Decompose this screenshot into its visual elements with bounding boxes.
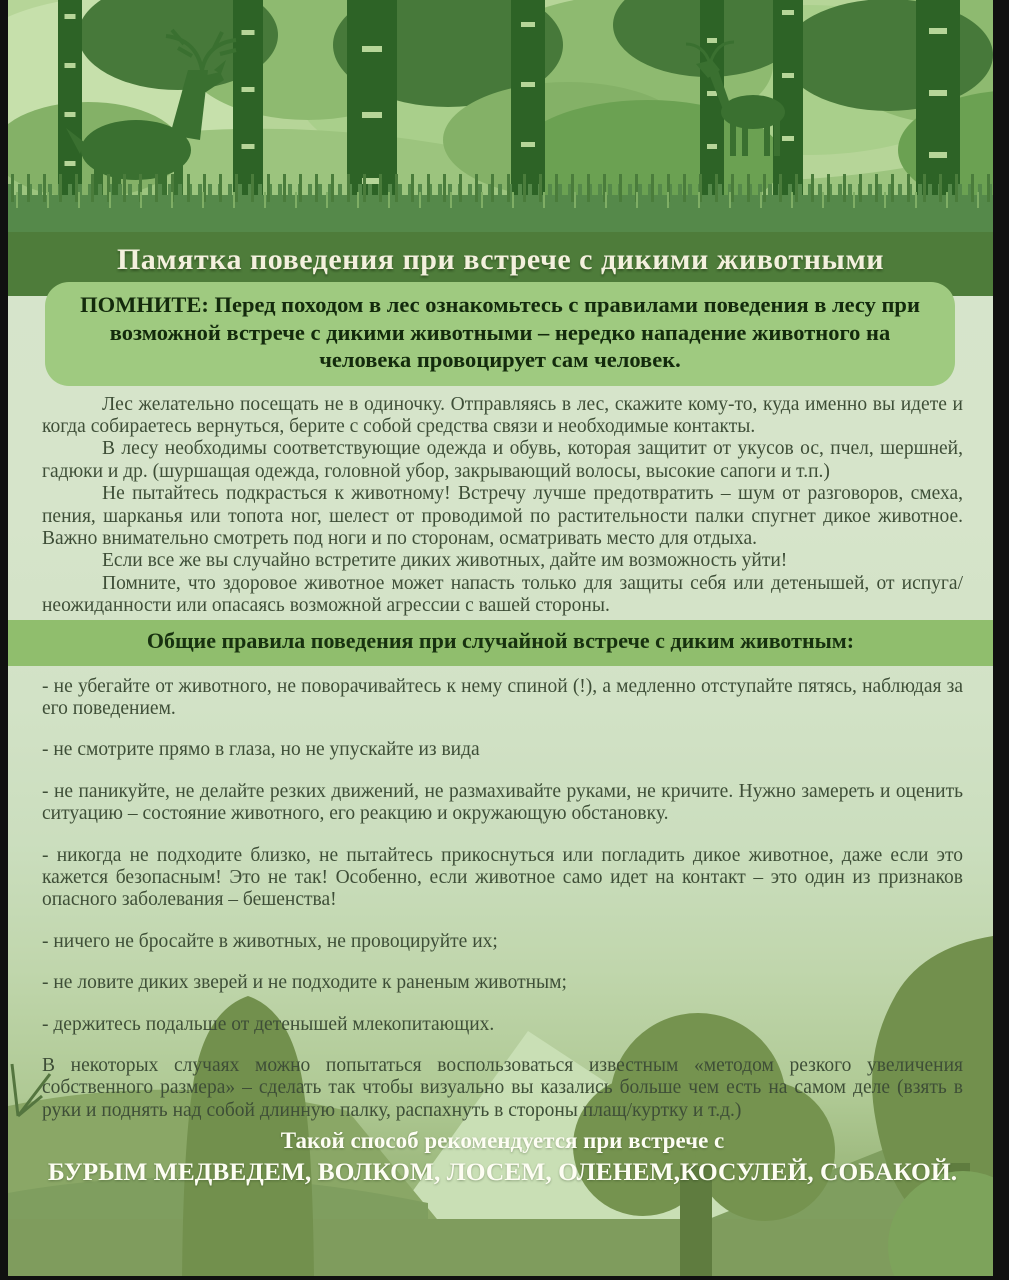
intro-paragraph: В лесу необходимы соответствующие одежда и обувь, которая защитит от укусов ос, пчел, шершней, гадюки и др. (шуршащая одежда, головной убор, закрывающий волосы, высокие сапоги и т.п.) — [42, 438, 963, 482]
rule-item: - не паникуйте, не делайте резких движений, не размахивайте руками, не кричите. Нужно замереть и оценить ситуацию – состояние животного, его реакцию и окружающую обстановку. — [42, 780, 963, 825]
intro-paragraph: Помните, что здоровое животное может напасть только для защиты себя или детенышей, от испуга/неожиданности или опасаясь возможной агрессии с вашей стороны. — [42, 572, 963, 617]
intro-paragraph: Не пытайтесь подкрасться к животному! Встречу лучше предотвратить – шум от разговоров, смеха, пения, шарканья или топота ног, шелест от проводимой по растительности палки спугнет дикое животное. Важно внимательно смотреть под ноги и по сторонам, осматривать место для отдыха. — [42, 483, 963, 549]
rules-list — [42, 676, 963, 1036]
footer-recommendation — [42, 1128, 963, 1187]
rules-heading: Общие правила поведения при случайной встрече с диким животным: — [146, 627, 855, 653]
footer-line-1: Такой способ рекомендуется при встрече с — [280, 1128, 725, 1154]
remember-note-text: ПОМНИТЕ: Перед походом в лес ознакомьтесь с правилами поведения в лесу при возможной встрече с дикими животными – нередко нападение животного на человека провоцирует сам человек. — [80, 292, 920, 372]
intro-section — [42, 394, 963, 618]
rules-heading-banner — [8, 620, 993, 666]
rule-item: - никогда не подходите близко, не пытайтесь прикоснуться или погладить дикое животное, даже если это кажется безопасным! Это не так! Особенно, если животное само идет на контакт – это один из признаков опасного заболевания – бешенства! — [42, 844, 963, 911]
method-paragraph: В некоторых случаях можно попытаться воспользоваться известным «методом резкого увеличения собственного размера» – сделать так чтобы визуально вы казались больше чем есть на самом деле (взять в руки и поднять над собой длинную палку, распахнуть в стороны плащ/куртку и т.д.) — [42, 1055, 963, 1121]
bottom-green-band — [8, 1219, 993, 1277]
rule-item: - не убегайте от животного, не поворачивайтесь к нему спиной (!), а медленно отступайте пятясь, наблюдая за его поведением. — [42, 675, 963, 719]
poster-content — [8, 0, 993, 1276]
rule-item: - не смотрите прямо в глаза, но не упускайте из вида — [42, 739, 480, 761]
intro-paragraph: Лес желательно посещать не в одиночку. Отправляясь в лес, скажите кому-то, куда именно вы идете и когда собираетесь вернуться, берите с собой средства связи и необходимые контакты. — [42, 393, 963, 437]
rule-item: - не ловите диких зверей и не подходите к раненым животным; — [42, 972, 567, 994]
remember-note-box — [45, 282, 955, 386]
body-area — [8, 386, 993, 1277]
rule-item: - держитесь подальше от детенышей млекопитающих. — [42, 1013, 495, 1035]
page-title: Памятка поведения при встрече с дикими животными — [116, 243, 885, 276]
rule-item: - ничего не бросайте в животных, не провоцируйте их; — [42, 930, 498, 952]
text-layer — [8, 386, 993, 1188]
intro-paragraph: Если все же вы случайно встретите диких животных, дайте им возможность уйти! — [102, 550, 788, 572]
forest-header-illustration — [8, 0, 993, 232]
grass-band — [8, 188, 993, 214]
footer-line-2: БУРЫМ МЕДВЕДЕМ, ВОЛКОМ, ЛОСЕМ, ОЛЕНЕМ,КОСУЛЕЙ, СОБАКОЙ. — [47, 1157, 958, 1187]
